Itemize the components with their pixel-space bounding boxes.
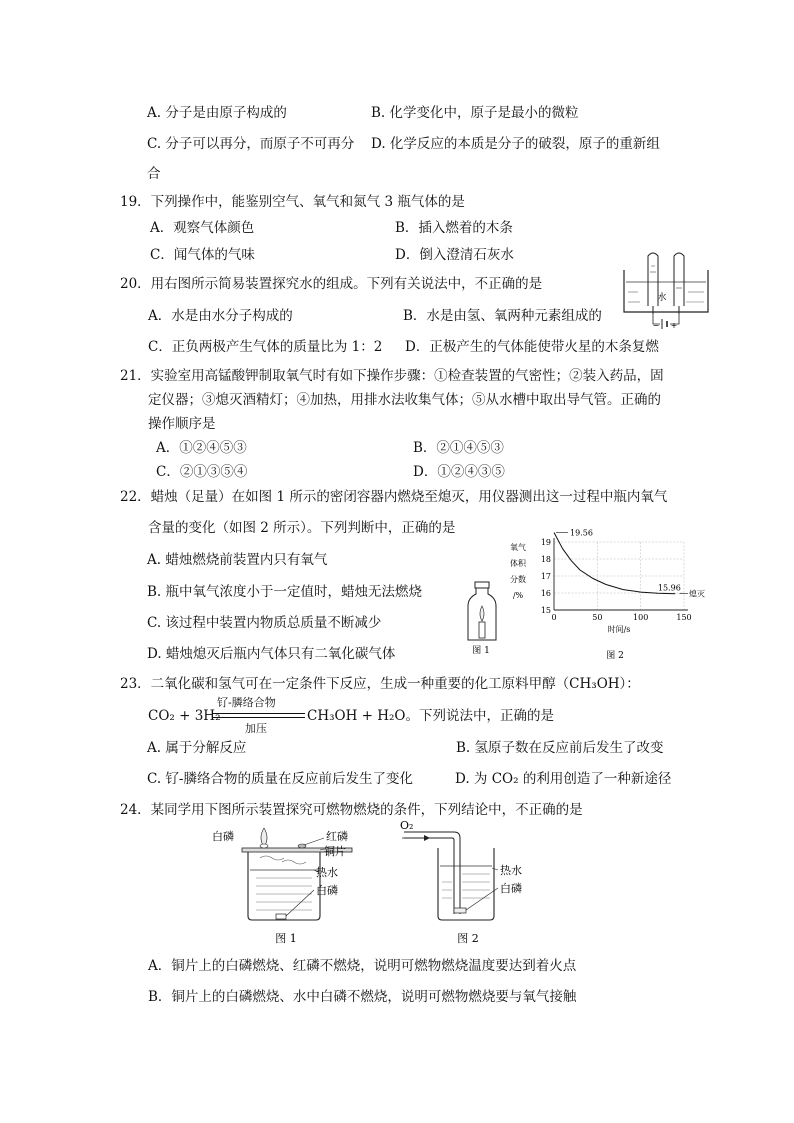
y-tick-label-3: 18	[540, 555, 551, 564]
q20-stem: 20．用右图所示简易装置探究水的组成。下列有关说法中，不正确的是	[120, 276, 543, 292]
x-axis-label: 时间/s	[607, 625, 631, 634]
x-tick-label-1: 50	[592, 613, 603, 622]
phosphorus-copper-beaker-figure	[212, 818, 362, 946]
q23-stem: 23．二氧化碳和氢气可在一定条件下反应，生成一种重要的化工原料甲醇（CH₃OH）：	[120, 676, 640, 692]
q23-option-c: C. 钌-膦络合物的质量在反应前后发生了变化	[147, 771, 413, 787]
y-tick-label-4: 19	[540, 538, 551, 547]
annotation-extinguished: 熄灭	[689, 589, 705, 599]
y-axis-label-line-3: /%	[512, 591, 524, 600]
q20-option-d: D．正极产生的气体能使带火星的木条复燃	[405, 339, 659, 355]
copper-sheet-label: 铜片	[324, 845, 346, 858]
q24-option-b: B．铜片上的白磷燃烧、水中白磷不燃烧，说明可燃物燃烧要与氧气接触	[148, 989, 577, 1005]
q22-option-d: D. 蜡烛熄灭后瓶内气体只有二氧化碳气体	[147, 646, 396, 662]
hot-water-label: 热水	[316, 866, 338, 879]
white-phosphorus-water-label: 白磷	[316, 884, 338, 897]
q24-stem: 24．某同学用下图所示装置探究可燃物燃烧的条件，下列结论中，不正确的是	[120, 802, 583, 818]
red-phosphorus-label: 红磷	[326, 830, 348, 843]
figure1-caption: 图 1	[472, 646, 490, 656]
electrolysis-apparatus-figure	[618, 248, 714, 332]
q19-option-b: B．插入燃着的木条	[395, 220, 513, 236]
q22-stem-line2: 含量的变化（如图 2 所示）。下列判断中，正确的是	[148, 520, 456, 536]
q24-figure2-caption: 图 2	[457, 932, 479, 945]
oxygen-inlet-beaker-figure	[396, 818, 546, 946]
x-tick-label-2: 100	[633, 613, 649, 622]
q20-option-c: C．正负两极产生气体的质量比为 1：2	[148, 339, 383, 355]
q22-option-a: A. 蜡烛燃烧前装置内只有氧气	[147, 552, 328, 568]
electrolysis-minus-label: −	[652, 321, 660, 330]
q20-option-a: A．水是由水分子构成的	[148, 308, 293, 324]
q21-option-d: D．①②④③⑤	[413, 464, 505, 480]
y-axis-label-line-0: 氧气	[510, 543, 526, 552]
q23-equation-condition-top: 钌-膦络合物	[217, 696, 276, 709]
q19-option-d: D．倒入澄清石灰水	[395, 247, 514, 263]
hot-water-label-2: 热水	[500, 864, 522, 877]
q21-option-b: B．②①④⑤③	[413, 440, 504, 456]
q23-equation-left: CO₂ + 3H₂	[148, 708, 221, 724]
q20-option-b: B．水是由氢、氧两种元素组成的	[403, 308, 602, 324]
y-tick-label-0: 15	[540, 606, 551, 615]
q22-option-c: C. 该过程中装置内物质总质量不断减少	[147, 615, 382, 631]
q23-option-b: B. 氢原子数在反应前后发生了改变	[456, 740, 664, 756]
y-axis-label-line-1: 体积	[510, 559, 526, 568]
q18-option-b: B. 化学变化中，原子是最小的微粒	[371, 105, 579, 121]
q21-stem-line3: 操作顺序是	[148, 416, 216, 432]
q23-option-a: A. 属于分解反应	[147, 740, 247, 756]
q22-option-b: B. 瓶中氧气浓度小于一定值时，蜡烛无法燃烧	[147, 584, 423, 600]
white-phosphorus-label-2: 白磷	[500, 882, 522, 895]
q23-equation-condition-bottom: 加压	[245, 722, 267, 735]
y-tick-label-1: 16	[540, 589, 551, 598]
y-tick-label-2: 17	[540, 572, 551, 581]
q23-equation-arrow	[213, 713, 305, 718]
electrolysis-plus-label: +	[670, 321, 678, 330]
q24-figure1-caption: 图 1	[275, 932, 297, 945]
q19-option-a: A．观察气体颜色	[150, 220, 255, 236]
q19-stem: 19．下列操作中，能鉴别空气、氧气和氮气 3 瓶气体的是	[120, 194, 465, 210]
q19-option-c: C．闻气体的气味	[150, 247, 255, 263]
oxygen-concentration-chart	[504, 528, 714, 662]
q22-stem-line1: 22．蜡烛（足量）在如图 1 所示的密闭容器内燃烧至熄灭，用仪器测出这一过程中瓶内氧气	[120, 489, 668, 505]
x-tick-label-3: 150	[676, 613, 692, 622]
q23-equation-right: CH₃OH + H₂O。下列说法中，正确的是	[307, 708, 555, 724]
q18-option-d-continuation: 合	[147, 166, 161, 182]
white-phosphorus-label: 白磷	[212, 830, 234, 843]
q18-option-c: C. 分子可以再分，而原子不可再分	[147, 136, 355, 152]
q23-option-d: D. 为 CO₂ 的利用创造了一种新途径	[455, 771, 672, 787]
x-tick-label-0: 0	[551, 613, 557, 622]
q21-stem-line2: 定仪器；③熄灭酒精灯；④加热，用排水法收集气体；⑤从水槽中取出导气管。正确的	[148, 392, 661, 408]
q24-option-a: A．铜片上的白磷燃烧、红磷不燃烧，说明可燃物燃烧温度要达到着火点	[148, 958, 577, 974]
q21-stem-line1: 21．实验室用高锰酸钾制取氧气时有如下操作步骤：①检查装置的气密性；②装入药品，固	[120, 368, 664, 384]
q18-option-d: D. 化学反应的本质是分子的破裂，原子的重新组	[371, 136, 660, 152]
y-axis-label-line-2: 分数	[510, 575, 526, 584]
annotation-end-value: 15.96	[657, 583, 681, 593]
figure2-caption: 图 2	[606, 651, 624, 661]
q21-option-c: C．②①③⑤④	[156, 464, 248, 480]
candle-jar-figure	[462, 580, 502, 660]
electrolysis-water-label: 水	[657, 293, 667, 303]
q21-option-a: A．①②④⑤③	[156, 440, 247, 456]
annotation-start-value: 19.56	[570, 528, 593, 538]
q18-option-a: A. 分子是由原子构成的	[147, 105, 287, 121]
oxygen-inlet-label: O₂	[400, 819, 414, 832]
